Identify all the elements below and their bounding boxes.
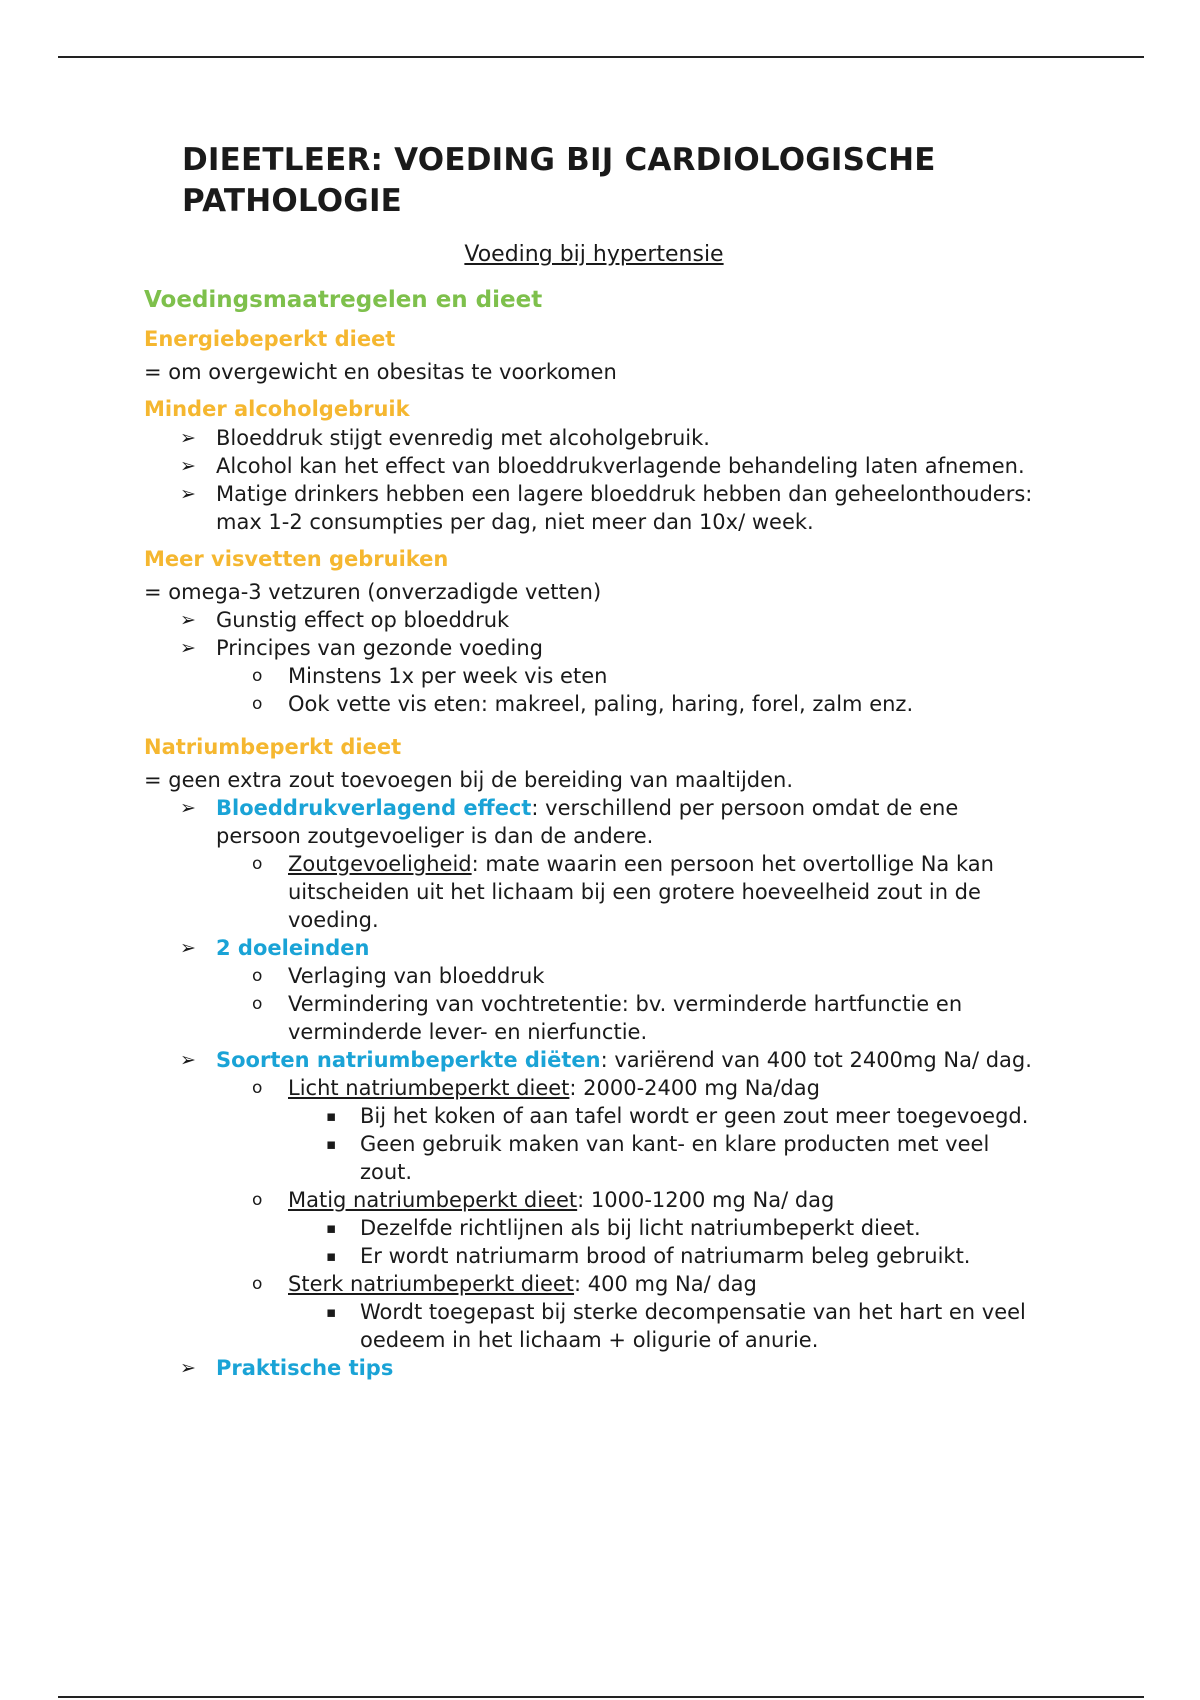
list-item: o Licht natriumbeperkt dieet: 2000-2400 mg Na/dag — [252, 1076, 820, 1100]
arrow-bullet-icon: ➢ — [180, 483, 196, 505]
soorten-label: Soorten natriumbeperkte diëten — [216, 1048, 601, 1072]
tips-label: Praktische tips — [216, 1356, 394, 1380]
heading-visvetten: Meer visvetten gebruiken — [144, 547, 449, 571]
list-item: ➢ Alcohol kan het effect van bloeddrukverlagende behandeling laten afnemen. — [180, 454, 1025, 478]
list-item: o Vermindering van vochtretentie: bv. verminderde hartfunctie en verminderde lever- en nierfunctie. — [252, 992, 963, 1044]
list-item: o Verlaging van bloeddruk — [252, 964, 545, 988]
document-title — [182, 140, 1044, 222]
visvetten-text: = omega-3 vetzuren (onverzadigde vetten) — [144, 580, 602, 604]
alcohol-list — [144, 424, 1044, 536]
heading-natrium: Natriumbeperkt dieet — [144, 735, 402, 759]
sterk-sublist — [144, 1270, 1044, 1298]
list-item: ➢ Gunstig effect op bloeddruk — [180, 608, 510, 632]
licht-label: Licht natriumbeperkt dieet — [288, 1076, 570, 1100]
subtitle: Voeding bij hypertensie — [464, 242, 724, 267]
natrium-tips-list — [144, 1354, 1044, 1382]
heading-alcohol: Minder alcoholgebruik — [144, 397, 410, 421]
list-item: ▪ Geen gebruik maken van kant- en klare producten met veel zout. — [326, 1132, 990, 1184]
licht-sublist — [144, 1074, 1044, 1102]
square-bullet-icon: ▪ — [326, 1219, 337, 1237]
visvetten-sublist — [144, 662, 1044, 718]
square-bullet-icon: ▪ — [326, 1135, 337, 1153]
document-body — [144, 140, 1044, 1382]
doel-sublist — [144, 962, 1044, 1046]
doel-label: 2 doeleinden — [216, 936, 370, 960]
list-item: o Matig natriumbeperkt dieet: 1000-1200 mg Na/ dag — [252, 1188, 835, 1212]
circle-bullet-icon: o — [252, 694, 263, 714]
natrium-effect-list — [144, 794, 1044, 850]
natrium-soorten-list — [144, 1046, 1044, 1074]
matig-sublist — [144, 1186, 1044, 1214]
circle-bullet-icon: o — [252, 1078, 263, 1098]
circle-bullet-icon: o — [252, 1274, 263, 1294]
list-item: o Zoutgevoeligheid: mate waarin een persoon het overtollige Na kan uitscheiden uit het lichaam bij een grotere hoeveelheid zout in de voeding. — [252, 852, 994, 932]
natrium-doel-list — [144, 934, 1044, 962]
licht-items — [144, 1102, 1044, 1186]
natrium-text: = geen extra zout toevoegen bij de bereiding van maaltijden. — [144, 768, 794, 792]
visvetten-list — [144, 606, 1044, 662]
arrow-bullet-icon: ➢ — [180, 427, 196, 449]
circle-bullet-icon: o — [252, 1190, 263, 1210]
list-item: ▪ Wordt toegepast bij sterke decompensatie van het hart en veel oedeem in het lichaam + oligurie of anurie. — [326, 1300, 1026, 1352]
circle-bullet-icon: o — [252, 854, 263, 874]
circle-bullet-icon: o — [252, 966, 263, 986]
zout-sublist — [144, 850, 1044, 934]
list-item: ➢ Matige drinkers hebben een lagere bloeddruk hebben dan geheelonthouders: max 1-2 consumpties per dag, niet meer dan 10x/ week. — [180, 482, 1033, 534]
list-item: ▪ Er wordt natriumarm brood of natriumarm beleg gebruikt. — [326, 1244, 971, 1268]
list-item: ➢ Bloeddruk stijgt evenredig met alcoholgebruik. — [180, 426, 710, 450]
circle-bullet-icon: o — [252, 994, 263, 1014]
circle-bullet-icon: o — [252, 666, 263, 686]
sterk-items — [144, 1298, 1044, 1354]
bottom-rule — [58, 1696, 1144, 1698]
effect-label: Bloeddrukverlagend effect — [216, 796, 532, 820]
list-item: ▪ Dezelfde richtlijnen als bij licht natriumbeperkt dieet. — [326, 1216, 921, 1240]
arrow-bullet-icon: ➢ — [180, 1357, 196, 1379]
arrow-bullet-icon: ➢ — [180, 637, 196, 659]
energiebeperkt-text: = om overgewicht en obesitas te voorkomen — [144, 360, 617, 384]
list-item — [144, 1354, 1044, 1382]
arrow-bullet-icon: ➢ — [180, 937, 196, 959]
sterk-label: Sterk natriumbeperkt dieet — [288, 1272, 575, 1296]
list-item: ▪ Bij het koken of aan tafel wordt er geen zout meer toegevoegd. — [326, 1104, 1029, 1128]
title-line-2: PATHOLOGIE — [182, 183, 403, 219]
square-bullet-icon: ▪ — [326, 1247, 337, 1265]
arrow-bullet-icon: ➢ — [180, 455, 196, 477]
zout-label: Zoutgevoeligheid — [288, 852, 472, 876]
matig-label: Matig natriumbeperkt dieet — [288, 1188, 578, 1212]
list-item: ➢ Soorten natriumbeperkte diëten: variërend van 400 tot 2400mg Na/ dag. — [180, 1048, 1032, 1072]
arrow-bullet-icon: ➢ — [180, 1049, 196, 1071]
top-rule — [58, 56, 1144, 58]
list-item — [144, 934, 1044, 962]
heading-energiebeperkt: Energiebeperkt dieet — [144, 327, 396, 351]
main-heading: Voedingsmaatregelen en dieet — [144, 287, 543, 313]
list-item: ➢ Bloeddrukverlagend effect: verschillend per persoon omdat de ene persoon zoutgevoeliger is dan de andere. — [180, 796, 959, 848]
square-bullet-icon: ▪ — [326, 1303, 337, 1321]
list-item: ➢ Principes van gezonde voeding — [180, 636, 543, 660]
title-line-1: DIEETLEER: VOEDING BIJ CARDIOLOGISCHE — [182, 142, 936, 178]
list-item: o Sterk natriumbeperkt dieet: 400 mg Na/ dag — [252, 1272, 757, 1296]
square-bullet-icon: ▪ — [326, 1107, 337, 1125]
matig-items — [144, 1214, 1044, 1270]
arrow-bullet-icon: ➢ — [180, 609, 196, 631]
list-item: o Minstens 1x per week vis eten — [252, 664, 608, 688]
arrow-bullet-icon: ➢ — [180, 797, 196, 819]
list-item: o Ook vette vis eten: makreel, paling, haring, forel, zalm enz. — [252, 692, 914, 716]
